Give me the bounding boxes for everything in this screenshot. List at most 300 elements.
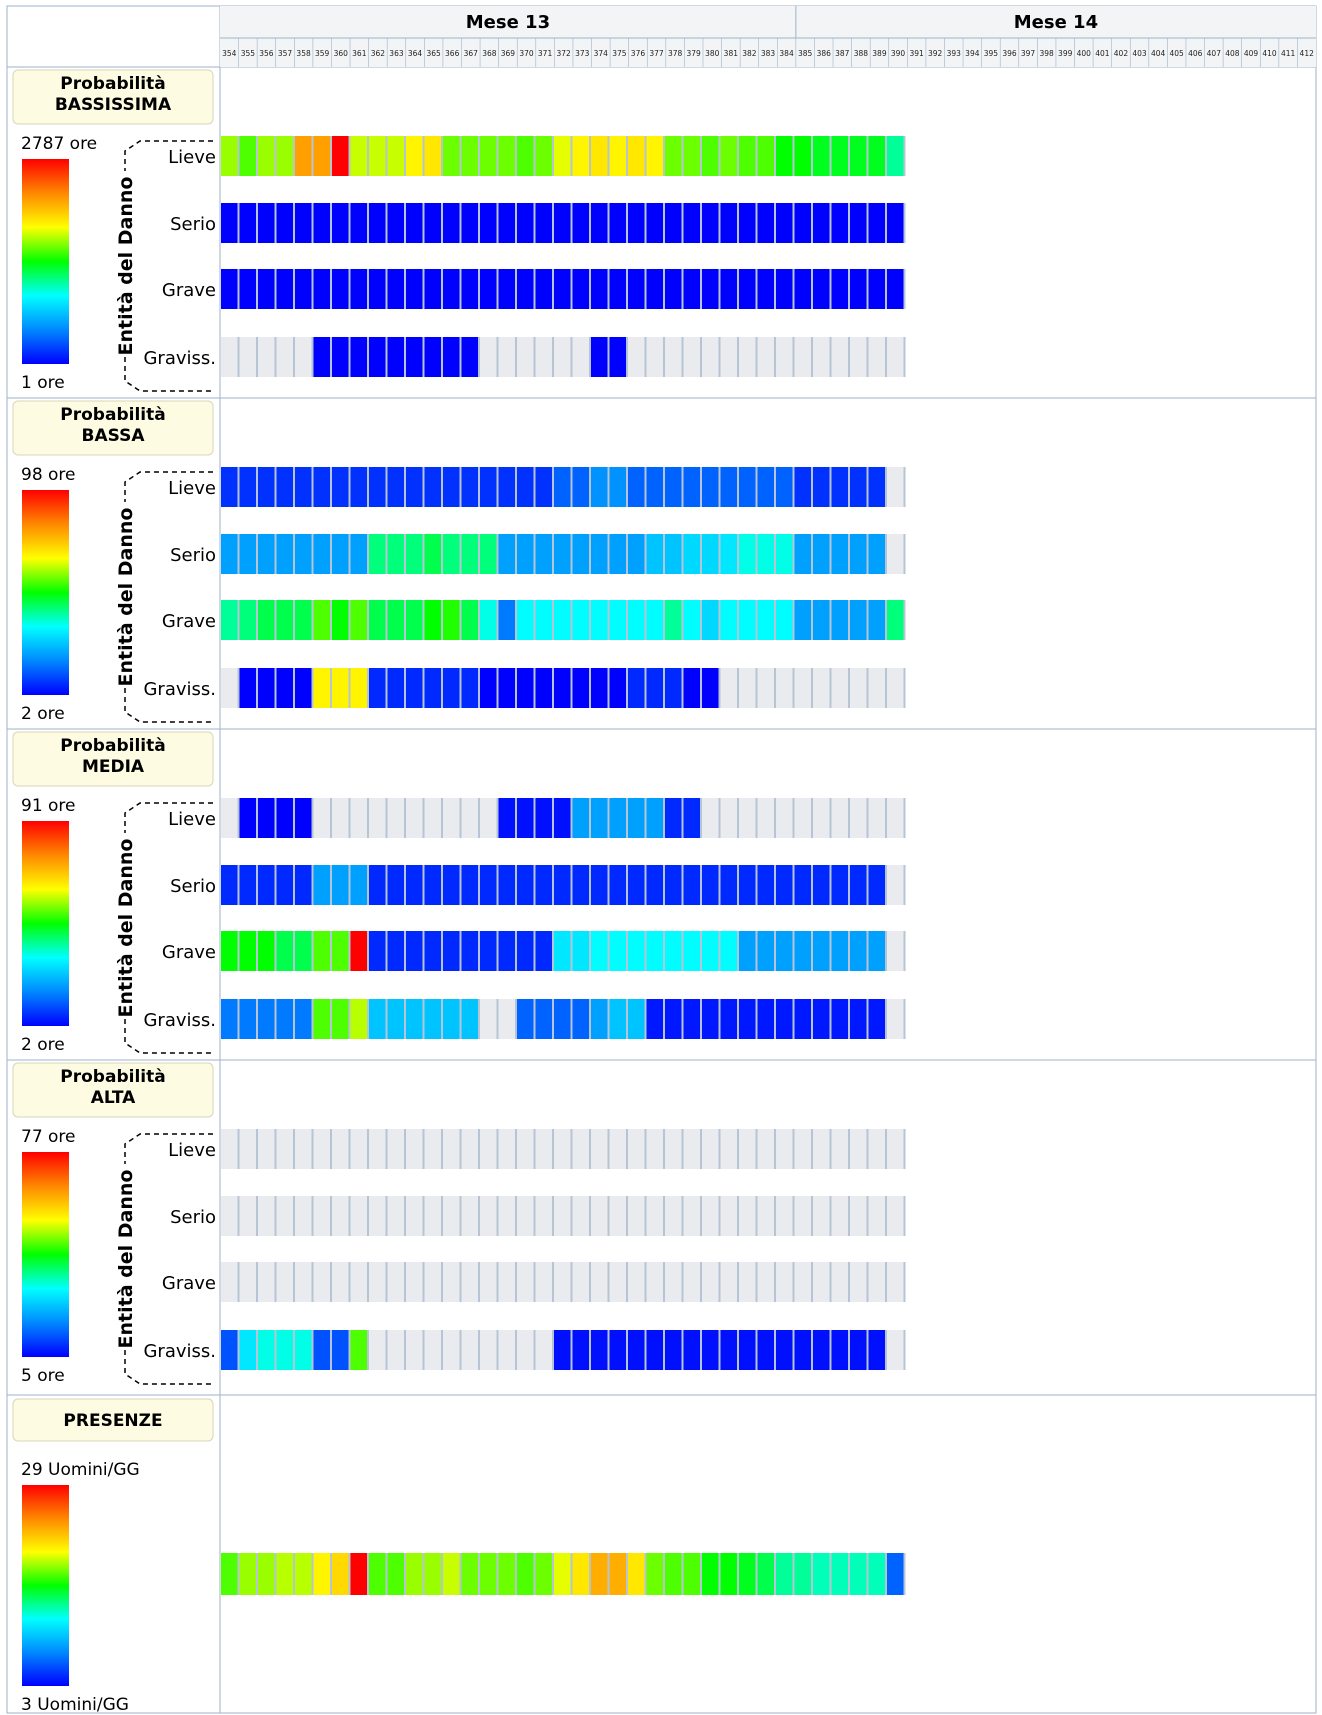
row-grave-cell bbox=[406, 269, 423, 309]
cell-separator bbox=[737, 668, 739, 708]
cell-separator bbox=[515, 668, 517, 708]
day-label: 389 bbox=[872, 49, 887, 58]
cell-separator bbox=[460, 668, 462, 708]
cell-separator bbox=[830, 269, 832, 309]
chart-frame bbox=[7, 6, 1316, 1713]
cell-separator bbox=[441, 1553, 443, 1595]
cell-separator bbox=[867, 467, 869, 507]
cell-separator bbox=[682, 534, 684, 574]
row-serio-cell bbox=[499, 1196, 516, 1236]
scale-max-label: 98 ore bbox=[21, 465, 76, 485]
cell-separator bbox=[719, 798, 721, 838]
cell-separator bbox=[608, 999, 610, 1039]
cell-separator bbox=[386, 1330, 388, 1370]
cell-separator bbox=[645, 865, 647, 905]
cell-separator bbox=[774, 931, 776, 971]
cell-separator bbox=[571, 467, 573, 507]
cell-separator bbox=[293, 467, 295, 507]
row-serio-cell bbox=[554, 203, 571, 243]
row-lieve-cell bbox=[351, 136, 368, 176]
row-graviss-cell bbox=[684, 668, 701, 708]
cell-separator bbox=[608, 534, 610, 574]
row-lieve-cell bbox=[628, 136, 645, 176]
row-label: Graviss. bbox=[143, 1010, 216, 1031]
row-grave-cell bbox=[369, 269, 386, 309]
cell-separator bbox=[645, 467, 647, 507]
row-lieve-cell bbox=[240, 467, 257, 507]
cell-separator bbox=[793, 1330, 795, 1370]
row-graviss-cell bbox=[721, 668, 738, 708]
row-grave-cell bbox=[628, 931, 645, 971]
cell-separator bbox=[830, 136, 832, 176]
cell-separator bbox=[645, 600, 647, 640]
cell-separator bbox=[737, 798, 739, 838]
row-serio-cell bbox=[869, 1196, 886, 1236]
cell-separator bbox=[256, 999, 258, 1039]
row-grave-cell bbox=[813, 269, 830, 309]
row-lieve-cell bbox=[573, 1129, 590, 1169]
row-graviss-cell bbox=[739, 337, 756, 377]
row-grave-cell bbox=[721, 931, 738, 971]
cell-separator bbox=[497, 203, 499, 243]
row-graviss-cell bbox=[499, 668, 516, 708]
row-grave-cell bbox=[277, 600, 294, 640]
cell-separator bbox=[830, 865, 832, 905]
cell-separator bbox=[478, 1196, 480, 1236]
cell-separator bbox=[608, 1553, 610, 1595]
row-lieve-cell bbox=[388, 467, 405, 507]
cell-separator bbox=[275, 931, 277, 971]
row-graviss-cell bbox=[462, 337, 479, 377]
row-lieve-cell bbox=[462, 1129, 479, 1169]
presenze-cell bbox=[332, 1553, 349, 1595]
cell-separator bbox=[793, 1196, 795, 1236]
row-lieve-cell bbox=[647, 1129, 664, 1169]
row-lieve-cell bbox=[517, 1129, 534, 1169]
cell-separator bbox=[793, 1129, 795, 1169]
row-grave-cell bbox=[647, 1262, 664, 1302]
day-label: 401 bbox=[1095, 49, 1110, 58]
row-graviss-cell bbox=[480, 1330, 497, 1370]
row-graviss-cell bbox=[554, 1330, 571, 1370]
row-lieve-cell bbox=[628, 798, 645, 838]
row-grave-cell bbox=[610, 1262, 627, 1302]
row-label: Grave bbox=[161, 611, 216, 632]
row-serio-cell bbox=[425, 1196, 442, 1236]
row-grave-cell bbox=[351, 269, 368, 309]
presenze-cell bbox=[277, 1553, 294, 1595]
row-serio-cell bbox=[702, 203, 719, 243]
row-grave-cell bbox=[240, 931, 257, 971]
cell-separator bbox=[552, 1129, 554, 1169]
row-serio-cell bbox=[369, 1196, 386, 1236]
row-graviss-cell bbox=[388, 668, 405, 708]
row-grave-cell bbox=[388, 600, 405, 640]
cell-separator bbox=[793, 931, 795, 971]
row-graviss-cell bbox=[462, 999, 479, 1039]
day-label: 404 bbox=[1150, 49, 1166, 58]
row-grave-cell bbox=[499, 269, 516, 309]
row-lieve-cell bbox=[240, 1129, 257, 1169]
cell-separator bbox=[719, 1196, 721, 1236]
cell-separator bbox=[626, 865, 628, 905]
row-label: Grave bbox=[161, 1273, 216, 1294]
cell-separator bbox=[441, 337, 443, 377]
cell-separator bbox=[312, 1553, 314, 1595]
cell-separator bbox=[904, 203, 906, 243]
row-grave-cell bbox=[388, 931, 405, 971]
cell-separator bbox=[737, 1330, 739, 1370]
row-graviss-cell bbox=[665, 668, 682, 708]
cell-separator bbox=[737, 999, 739, 1039]
row-graviss-cell bbox=[388, 999, 405, 1039]
cell-separator bbox=[330, 337, 332, 377]
row-graviss-cell bbox=[684, 1330, 701, 1370]
row-lieve-cell bbox=[388, 136, 405, 176]
row-serio-cell bbox=[277, 203, 294, 243]
row-graviss-cell bbox=[295, 1330, 312, 1370]
row-grave-cell bbox=[887, 1262, 904, 1302]
day-label: 375 bbox=[612, 49, 627, 58]
cell-separator bbox=[497, 1129, 499, 1169]
cell-separator bbox=[293, 1129, 295, 1169]
cell-separator bbox=[460, 337, 462, 377]
row-lieve-cell bbox=[406, 798, 423, 838]
cell-separator bbox=[793, 136, 795, 176]
cell-separator bbox=[349, 865, 351, 905]
row-lieve-cell bbox=[610, 1129, 627, 1169]
row-graviss-cell bbox=[813, 668, 830, 708]
row-serio-cell bbox=[517, 203, 534, 243]
cell-separator bbox=[497, 668, 499, 708]
presenze-cell bbox=[832, 1553, 849, 1595]
cell-separator bbox=[663, 136, 665, 176]
cell-separator bbox=[552, 1262, 554, 1302]
row-grave-cell bbox=[665, 1262, 682, 1302]
row-serio-cell bbox=[684, 1196, 701, 1236]
row-lieve-cell bbox=[739, 798, 756, 838]
cell-separator bbox=[497, 798, 499, 838]
cell-separator bbox=[885, 865, 887, 905]
day-label: 390 bbox=[890, 49, 906, 58]
row-graviss-cell bbox=[314, 1330, 331, 1370]
cell-separator bbox=[719, 136, 721, 176]
row-serio-cell bbox=[665, 203, 682, 243]
row-graviss-cell bbox=[702, 999, 719, 1039]
cell-separator bbox=[238, 1129, 240, 1169]
row-graviss-cell bbox=[332, 999, 349, 1039]
row-serio-cell bbox=[739, 534, 756, 574]
presenze-cell bbox=[258, 1553, 275, 1595]
cell-separator bbox=[885, 269, 887, 309]
row-lieve-cell bbox=[221, 467, 238, 507]
cell-separator bbox=[256, 1129, 258, 1169]
cell-separator bbox=[626, 798, 628, 838]
row-serio-cell bbox=[776, 865, 793, 905]
cell-separator bbox=[330, 1262, 332, 1302]
day-label: 386 bbox=[816, 49, 831, 58]
row-serio-cell bbox=[739, 865, 756, 905]
cell-separator bbox=[756, 1262, 758, 1302]
row-grave-cell bbox=[684, 269, 701, 309]
cell-separator bbox=[367, 600, 369, 640]
cell-separator bbox=[830, 1196, 832, 1236]
row-grave-cell bbox=[795, 600, 812, 640]
row-graviss-cell bbox=[536, 668, 553, 708]
row-lieve-cell bbox=[702, 798, 719, 838]
row-grave-cell bbox=[258, 1262, 275, 1302]
row-graviss-cell bbox=[554, 999, 571, 1039]
cell-separator bbox=[830, 1553, 832, 1595]
cell-separator bbox=[645, 798, 647, 838]
row-grave-cell bbox=[351, 1262, 368, 1302]
row-serio-cell bbox=[702, 865, 719, 905]
cell-separator bbox=[737, 1553, 739, 1595]
row-lieve-cell bbox=[887, 136, 904, 176]
row-lieve-cell bbox=[425, 467, 442, 507]
row-grave-cell bbox=[665, 931, 682, 971]
row-lieve-cell bbox=[869, 467, 886, 507]
cell-separator bbox=[534, 798, 536, 838]
row-serio-cell bbox=[332, 1196, 349, 1236]
row-grave-cell bbox=[684, 1262, 701, 1302]
row-lieve-cell bbox=[240, 798, 257, 838]
row-grave-cell bbox=[425, 600, 442, 640]
row-grave-cell bbox=[813, 931, 830, 971]
cell-separator bbox=[293, 203, 295, 243]
band-media bbox=[7, 729, 1316, 1055]
scale-max-label: 91 ore bbox=[21, 796, 76, 816]
row-serio-cell bbox=[277, 1196, 294, 1236]
row-lieve-cell bbox=[369, 467, 386, 507]
cell-separator bbox=[700, 467, 702, 507]
row-serio-cell bbox=[739, 1196, 756, 1236]
cell-separator bbox=[349, 203, 351, 243]
row-grave-cell bbox=[480, 931, 497, 971]
row-grave-cell bbox=[480, 269, 497, 309]
cell-separator bbox=[478, 798, 480, 838]
row-lieve-cell bbox=[369, 136, 386, 176]
row-serio-cell bbox=[480, 203, 497, 243]
row-grave-cell bbox=[462, 1262, 479, 1302]
row-serio-cell bbox=[702, 534, 719, 574]
day-label: 365 bbox=[426, 49, 441, 58]
row-grave-cell bbox=[869, 1262, 886, 1302]
row-lieve-cell bbox=[795, 467, 812, 507]
presenze-cell bbox=[684, 1553, 701, 1595]
cell-separator bbox=[626, 269, 628, 309]
row-serio-cell bbox=[517, 865, 534, 905]
row-graviss-cell bbox=[573, 668, 590, 708]
row-grave-cell bbox=[462, 269, 479, 309]
row-graviss-cell bbox=[795, 1330, 812, 1370]
row-lieve-cell bbox=[887, 798, 904, 838]
row-lieve-cell bbox=[536, 798, 553, 838]
cell-separator bbox=[330, 1553, 332, 1595]
row-grave-cell bbox=[517, 600, 534, 640]
cell-separator bbox=[571, 798, 573, 838]
band-title-line1: Probabilità bbox=[60, 736, 166, 756]
row-graviss-cell bbox=[739, 668, 756, 708]
cell-separator bbox=[885, 467, 887, 507]
day-label: 403 bbox=[1132, 49, 1147, 58]
cell-separator bbox=[904, 1196, 906, 1236]
cell-separator bbox=[386, 865, 388, 905]
row-lieve-cell bbox=[647, 467, 664, 507]
row-graviss-cell bbox=[295, 999, 312, 1039]
cell-separator bbox=[571, 1330, 573, 1370]
day-label: 410 bbox=[1262, 49, 1277, 58]
cell-separator bbox=[719, 931, 721, 971]
row-grave-cell bbox=[758, 600, 775, 640]
row-serio-cell bbox=[610, 1196, 627, 1236]
cell-separator bbox=[404, 999, 406, 1039]
cell-separator bbox=[275, 1553, 277, 1595]
cell-separator bbox=[460, 600, 462, 640]
cell-separator bbox=[589, 1196, 591, 1236]
row-grave-cell bbox=[406, 931, 423, 971]
presenze-cell bbox=[739, 1553, 756, 1595]
cell-separator bbox=[663, 1262, 665, 1302]
cell-separator bbox=[682, 1330, 684, 1370]
row-grave-cell bbox=[332, 269, 349, 309]
row-graviss-cell bbox=[832, 1330, 849, 1370]
row-lieve-cell bbox=[610, 798, 627, 838]
row-grave-cell bbox=[610, 269, 627, 309]
cell-separator bbox=[867, 1196, 869, 1236]
row-lieve-cell bbox=[351, 1129, 368, 1169]
cell-separator bbox=[700, 534, 702, 574]
cell-separator bbox=[386, 1553, 388, 1595]
cell-separator bbox=[256, 600, 258, 640]
cell-separator bbox=[626, 1129, 628, 1169]
cell-separator bbox=[497, 136, 499, 176]
cell-separator bbox=[497, 600, 499, 640]
row-lieve-cell bbox=[610, 467, 627, 507]
row-lieve-cell bbox=[591, 1129, 608, 1169]
cell-separator bbox=[256, 269, 258, 309]
row-graviss-cell bbox=[647, 1330, 664, 1370]
cell-separator bbox=[367, 1553, 369, 1595]
cell-separator bbox=[515, 1196, 517, 1236]
row-lieve-cell bbox=[536, 136, 553, 176]
cell-separator bbox=[700, 337, 702, 377]
cell-separator bbox=[515, 203, 517, 243]
cell-separator bbox=[867, 865, 869, 905]
day-label: 366 bbox=[445, 49, 460, 58]
cell-separator bbox=[460, 1129, 462, 1169]
cell-separator bbox=[700, 136, 702, 176]
row-serio-cell bbox=[443, 534, 460, 574]
cell-separator bbox=[774, 534, 776, 574]
row-grave-cell bbox=[813, 1262, 830, 1302]
chart-border bbox=[7, 6, 1316, 1713]
row-lieve-cell bbox=[351, 467, 368, 507]
row-serio-cell bbox=[221, 203, 238, 243]
cell-separator bbox=[386, 999, 388, 1039]
cell-separator bbox=[441, 1330, 443, 1370]
row-grave-cell bbox=[887, 600, 904, 640]
cell-separator bbox=[700, 203, 702, 243]
row-graviss-cell bbox=[869, 1330, 886, 1370]
cell-separator bbox=[312, 999, 314, 1039]
cell-separator bbox=[478, 203, 480, 243]
row-graviss-cell bbox=[295, 668, 312, 708]
cell-separator bbox=[645, 1553, 647, 1595]
row-graviss-cell bbox=[332, 1330, 349, 1370]
row-serio-cell bbox=[332, 534, 349, 574]
cell-separator bbox=[885, 203, 887, 243]
row-lieve-cell bbox=[462, 467, 479, 507]
row-serio-cell bbox=[665, 1196, 682, 1236]
scale-min-label: 2 ore bbox=[21, 704, 65, 724]
cell-separator bbox=[626, 1330, 628, 1370]
cell-separator bbox=[478, 931, 480, 971]
cell-separator bbox=[719, 999, 721, 1039]
row-lieve-cell bbox=[536, 467, 553, 507]
cell-separator bbox=[404, 467, 406, 507]
cell-separator bbox=[386, 337, 388, 377]
row-grave-cell bbox=[499, 1262, 516, 1302]
cell-separator bbox=[404, 600, 406, 640]
row-lieve-cell bbox=[388, 1129, 405, 1169]
cell-separator bbox=[515, 600, 517, 640]
cell-separator bbox=[682, 136, 684, 176]
cell-separator bbox=[682, 600, 684, 640]
cell-separator bbox=[774, 203, 776, 243]
cell-separator bbox=[404, 203, 406, 243]
row-grave-cell bbox=[869, 269, 886, 309]
cell-separator bbox=[608, 136, 610, 176]
cell-separator bbox=[756, 136, 758, 176]
cell-separator bbox=[441, 136, 443, 176]
cell-separator bbox=[460, 1262, 462, 1302]
row-lieve-cell bbox=[869, 136, 886, 176]
cell-separator bbox=[811, 600, 813, 640]
row-grave-cell bbox=[443, 931, 460, 971]
cell-separator bbox=[478, 269, 480, 309]
row-grave-cell bbox=[591, 600, 608, 640]
row-grave-cell bbox=[573, 931, 590, 971]
day-label: 354 bbox=[222, 49, 237, 58]
cell-separator bbox=[423, 467, 425, 507]
row-serio-cell bbox=[647, 534, 664, 574]
row-graviss-cell bbox=[462, 668, 479, 708]
row-serio-cell bbox=[739, 203, 756, 243]
cell-separator bbox=[367, 534, 369, 574]
row-serio-cell bbox=[776, 203, 793, 243]
cell-separator bbox=[645, 931, 647, 971]
cell-separator bbox=[774, 1553, 776, 1595]
row-lieve-cell bbox=[314, 467, 331, 507]
cell-separator bbox=[774, 668, 776, 708]
cell-separator bbox=[885, 1196, 887, 1236]
row-grave-cell bbox=[258, 600, 275, 640]
row-graviss-cell bbox=[665, 1330, 682, 1370]
scale-min-label: 3 Uomini/GG bbox=[21, 1695, 129, 1715]
cell-separator bbox=[756, 931, 758, 971]
cell-separator bbox=[663, 798, 665, 838]
cell-separator bbox=[793, 798, 795, 838]
cell-separator bbox=[756, 534, 758, 574]
cell-separator bbox=[238, 865, 240, 905]
row-graviss-cell bbox=[776, 668, 793, 708]
row-lieve-cell bbox=[499, 136, 516, 176]
row-serio-cell bbox=[832, 865, 849, 905]
day-label: 372 bbox=[556, 49, 571, 58]
cell-separator bbox=[404, 136, 406, 176]
cell-separator bbox=[367, 203, 369, 243]
